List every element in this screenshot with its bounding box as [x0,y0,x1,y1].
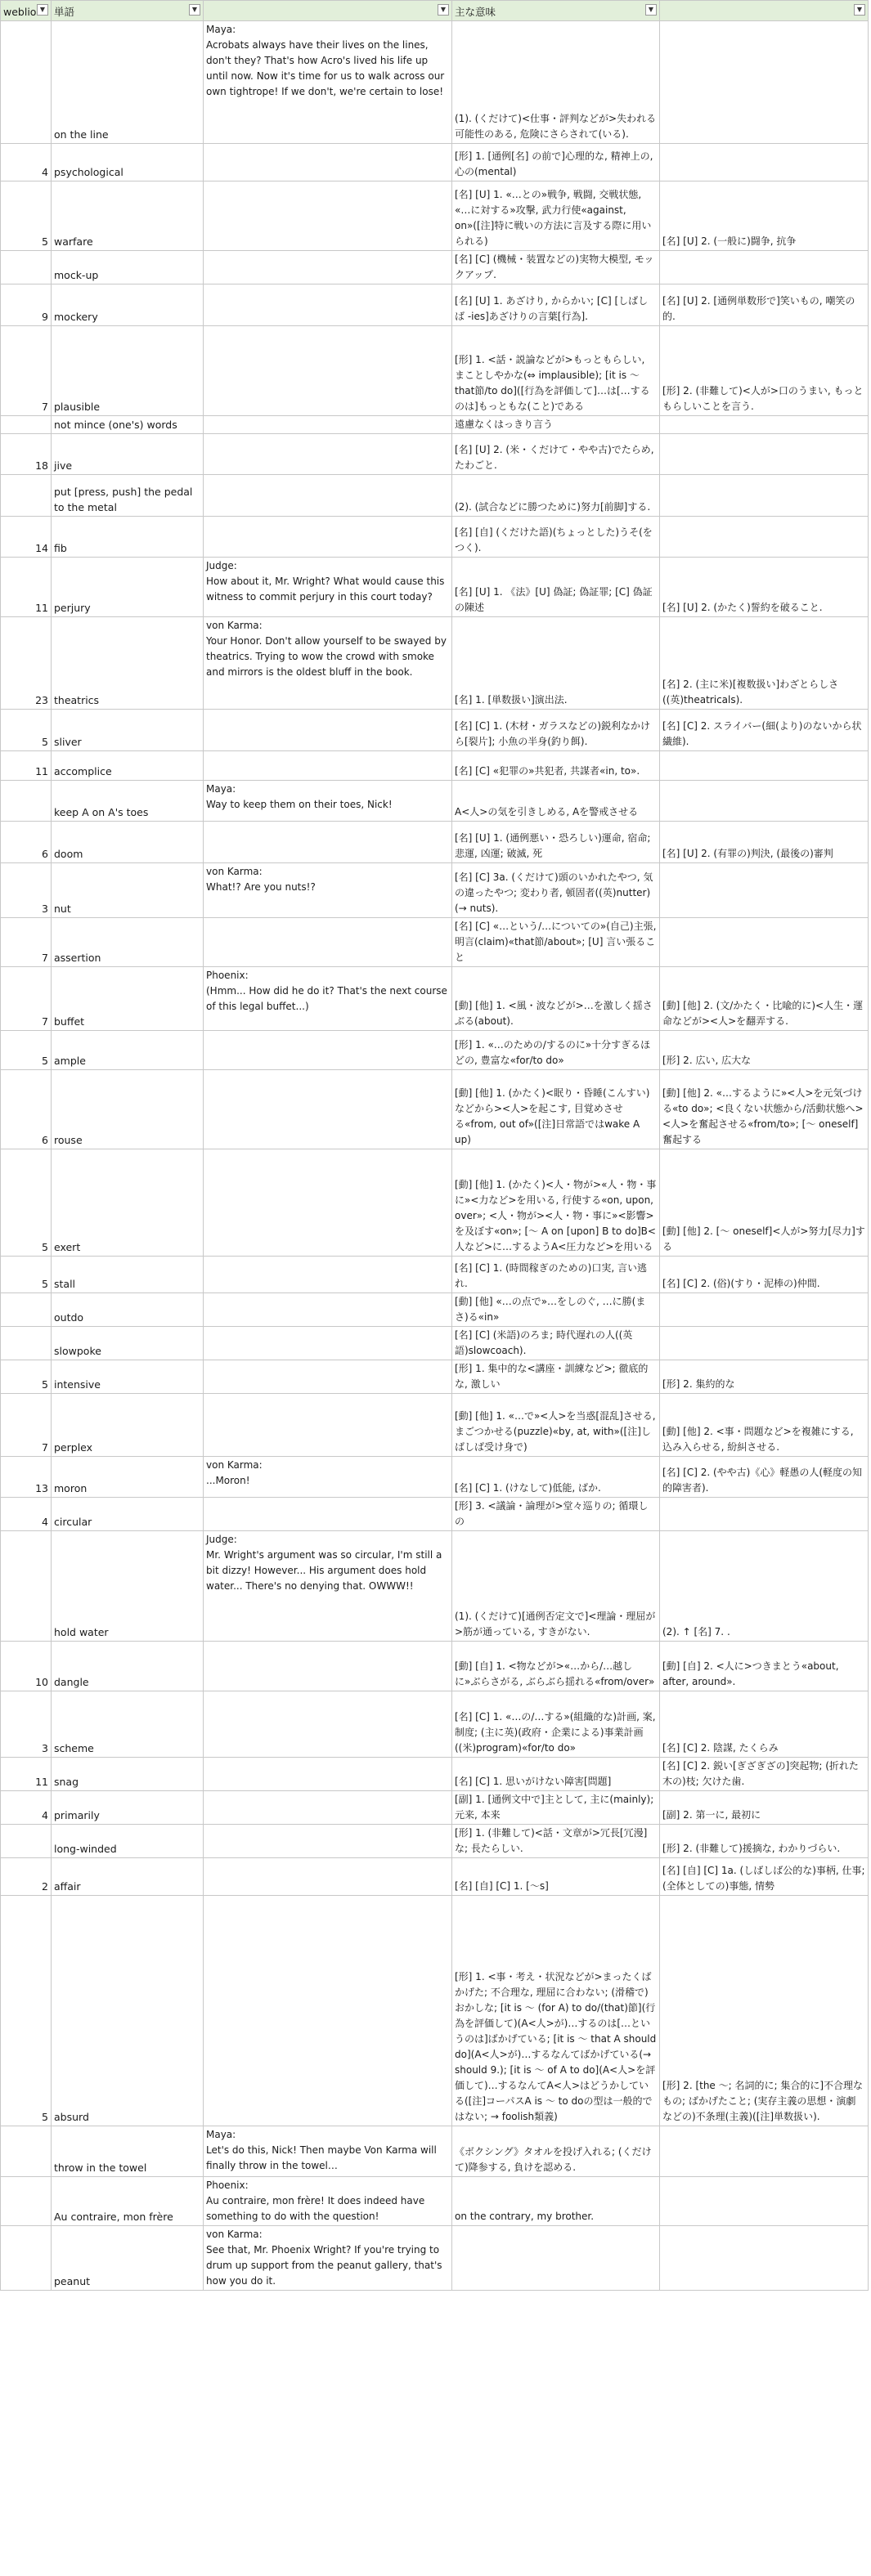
meaning-cell[interactable]: [形] 1. [通例[名] の前で]心理的な, 精神上の, 心の(mental) [452,144,660,181]
dialogue-cell[interactable] [204,1149,452,1257]
meaning-cell[interactable]: (1). (くだけて)<仕事・評判などが>失われる可能性のある, 危険にさらされて(いる). [452,21,660,144]
word-cell[interactable]: plausible [52,326,204,416]
meaning-cell[interactable]: [形] 1. 集中的な<講座・訓練など>; 徹底的な, 激しい [452,1360,660,1394]
meaning2-cell[interactable] [660,918,869,967]
table-row [1,1149,869,1257]
meaning-cell[interactable] [452,2226,660,2291]
dialogue-cell[interactable] [204,326,452,416]
meaning-cell[interactable]: [名] [C] «…という/…についての»(自己)主張, 明言(claim)«that節/about»; [U] 言い張ること [452,918,660,967]
dialogue-cell[interactable] [204,1758,452,1791]
table-row [1,251,869,284]
weblio-count-cell[interactable]: 4 [1,1791,52,1825]
filter-dropdown-icon[interactable]: ▼ [438,4,449,16]
table-row [1,2177,869,2226]
dialogue-cell[interactable] [204,1858,452,1896]
word-cell[interactable]: theatrics [52,617,204,710]
table-row [1,2226,869,2291]
weblio-count-cell[interactable]: 5 [1,1896,52,2126]
word-cell[interactable]: hold water [52,1531,204,1642]
dialogue-cell[interactable] [204,1257,452,1293]
word-cell[interactable]: slowpoke [52,1327,204,1360]
weblio-count-cell[interactable]: 23 [1,617,52,710]
meaning2-cell[interactable]: [名] [C] 2. 鋭い[ぎざぎざの]突起物; (折れた木の)枝; 欠けた歯. [660,1758,869,1791]
meaning2-cell[interactable]: [形] 2. (非難して)<人が>口のうまい, もっともらしいことを言う. [660,326,869,416]
meaning2-cell[interactable] [660,751,869,781]
dialogue-cell[interactable] [204,918,452,967]
weblio-count-cell[interactable] [1,21,52,144]
word-cell[interactable]: throw in the towel [52,2126,204,2177]
meaning-cell[interactable]: [名] [C] «犯罪の»共犯者, 共謀者«in, to». [452,751,660,781]
dialogue-cell[interactable] [204,751,452,781]
table-row [1,326,869,416]
weblio-count-cell[interactable]: 18 [1,434,52,475]
meaning2-cell[interactable] [660,1498,869,1531]
word-cell[interactable]: doom [52,822,204,863]
word-cell[interactable]: peanut [52,2226,204,2291]
word-cell[interactable]: nut [52,863,204,918]
dialogue-cell[interactable] [204,1642,452,1691]
meaning-cell[interactable]: [形] 1. (非難して)<話・文章が>冗長[冗漫]な; 長たらしい. [452,1825,660,1858]
table-row [1,1257,869,1293]
word-cell[interactable]: sliver [52,710,204,751]
table-row [1,1293,869,1327]
weblio-count-cell[interactable] [1,251,52,284]
meaning-cell[interactable]: [名] [自] [C] 1. [～s] [452,1858,660,1896]
word-cell[interactable]: jive [52,434,204,475]
dialogue-cell[interactable] [204,1791,452,1825]
dialogue-cell[interactable] [204,284,452,326]
table-row [1,284,869,326]
table-row [1,21,869,144]
meaning2-cell[interactable]: [名] [U] 2. (かたく)誓約を破ること. [660,558,869,617]
meaning-cell[interactable]: [名] [C] (米語)のろま; 時代遅れの人((英語)slowcoach). [452,1327,660,1360]
table-row [1,1394,869,1457]
meaning2-cell[interactable]: [動] [他] 2. [～ oneself]<人が>努力[尽力]する [660,1149,869,1257]
meaning2-cell[interactable] [660,416,869,434]
meaning-cell[interactable]: [動] [他] 1. (かたく)<眠り・昏睡(こんすい)などから><人>を起こす, 目覚めさせる«from, out of»([注]日常語ではwake A up) [452,1070,660,1149]
dialogue-cell[interactable] [204,1825,452,1858]
meaning-cell[interactable]: 遠慮なくはっきり言う [452,416,660,434]
word-cell[interactable]: assertion [52,918,204,967]
word-cell[interactable]: intensive [52,1360,204,1394]
word-cell[interactable]: outdo [52,1293,204,1327]
word-cell[interactable]: fib [52,517,204,558]
meaning2-cell[interactable]: [動] [自] 2. <人に>つきまとう«about, after, around». [660,1642,869,1691]
weblio-count-cell[interactable]: 5 [1,1031,52,1070]
word-cell[interactable]: buffet [52,967,204,1031]
table-row [1,918,869,967]
weblio-count-cell[interactable]: 5 [1,1360,52,1394]
table-row [1,181,869,251]
meaning2-cell[interactable]: [名] [C] 2. (俗)(すり・泥棒の)仲間. [660,1257,869,1293]
header-label: 単語 [54,6,75,18]
meaning-cell[interactable]: [名] [C] (機械・装置などの)実物大模型, モックアップ. [452,251,660,284]
meaning-cell[interactable]: [名] [C] 1. (木材・ガラスなどの)鋭利なかけら[裂片]; 小魚の半身(釣り餌). [452,710,660,751]
meaning2-cell[interactable] [660,434,869,475]
table-row [1,781,869,822]
dialogue-cell[interactable] [204,1896,452,2126]
word-cell[interactable]: not mince (one's) words [52,416,204,434]
header-row [1,1,869,21]
meaning-cell[interactable]: [名] [自] (くだけた語)(ちょっとした)うそ(をつく). [452,517,660,558]
table-row [1,1031,869,1070]
weblio-count-cell[interactable]: 5 [1,1257,52,1293]
dialogue-cell[interactable] [204,822,452,863]
meaning2-cell[interactable]: [名] [U] 2. (有罪の)判決, (最後の)審判 [660,822,869,863]
meaning-cell[interactable]: [動] [自] 1. <物などが>«…から/…越しに»ぶらさがる, ぶらぶら揺れる«from/over» [452,1642,660,1691]
dialogue-cell[interactable]: Maya: Way to keep them on their toes, Nick! [204,781,452,822]
meaning-cell[interactable]: [名] [C] 1. «…の/…する»(組織的な)計画, 案, 制度; (主に英)(政府・企業による)事業計画((米)program)«for/to do» [452,1691,660,1758]
word-cell[interactable]: absurd [52,1896,204,2126]
meaning2-cell[interactable]: [名] [U] 2. (一般に)闘争, 抗争 [660,181,869,251]
word-cell[interactable]: on the line [52,21,204,144]
header-meaning [452,1,660,21]
word-cell[interactable]: affair [52,1858,204,1896]
meaning2-cell[interactable] [660,2126,869,2177]
weblio-count-cell[interactable]: 7 [1,967,52,1031]
meaning2-cell[interactable]: (2). ↑ [名] 7. . [660,1531,869,1642]
header-label: 主な意味 [455,6,496,18]
weblio-count-cell[interactable] [1,1293,52,1327]
word-cell[interactable]: exert [52,1149,204,1257]
table-row [1,1758,869,1791]
dialogue-cell[interactable] [204,1394,452,1457]
meaning-cell[interactable]: (1). (くだけて)[通例否定文で]<理論・理屈が>筋が通っている, すきがない. [452,1531,660,1642]
weblio-count-cell[interactable]: 7 [1,918,52,967]
table-row [1,710,869,751]
weblio-count-cell[interactable]: 4 [1,144,52,181]
meaning2-cell[interactable]: [動] [他] 2. <事・問題など>を複雑にする, 込み入らせる, 紛糾させる. [660,1394,869,1457]
weblio-count-cell[interactable] [1,1531,52,1642]
meaning2-cell[interactable] [660,1327,869,1360]
dialogue-cell[interactable]: von Karma: Your Honor. Don't allow yourself to be swayed by theatrics. Trying to wow the crowd with smoke and mirrors is the oldest bluff in the book. [204,617,452,710]
meaning-cell[interactable]: [名] [U] 1. 《法》[U] 偽証; 偽証罪; [C] 偽証の陳述 [452,558,660,617]
weblio-count-cell[interactable] [1,416,52,434]
dialogue-cell[interactable] [204,1327,452,1360]
meaning-cell[interactable]: [形] 1. <事・考え・状況などが>まったくばかげた; 不合理な, 理屈に合わない; (滑稽で)おかしな; [it is ～ (for A) to do/(that)節](行為を評価して)(A<人>が)…するのは[…というのは]ばかげている; [it is ～ that A should do](A<人>が)…するなんてばかげている(→ should 9.); [it is ～ of A to do](A<人>を評価して)…するなんてA<人>はどうかしている([注]コーパスA is ～ to doの型は一般的ではない; → foolish類義) [452,1896,660,2126]
meaning2-cell[interactable]: [形] 2. [the ～; 名詞的に; 集合的に]不合理なもの; ばかげたこと; (実存主義の思想・演劇などの)不条理(主義)([注]単数扱い). [660,1896,869,2126]
weblio-count-cell[interactable]: 11 [1,751,52,781]
table-row [1,1498,869,1531]
weblio-count-cell[interactable]: 3 [1,863,52,918]
meaning2-cell[interactable] [660,144,869,181]
meaning-cell[interactable]: [名] [C] 1. (けなして)低能, ばか. [452,1457,660,1498]
table-body [1,21,869,2291]
word-cell[interactable]: moron [52,1457,204,1498]
meaning-cell[interactable]: (2). (試合などに勝つために)努力[前脚]する. [452,475,660,517]
meaning-cell[interactable]: [動] [他] «…の点で»…をしのぐ, …に勝(まさ)る«in» [452,1293,660,1327]
meaning-cell[interactable]: [形] 1. <話・説論などが>もっともらしい, まことしやかな(⇔ implausible); [it is ～ that節/to do]([行為を評価して]…は[…するのは]もっともな(こと)である [452,326,660,416]
meaning-cell[interactable]: [形] 3. <議論・論理が>堂々巡りの; 循環しの [452,1498,660,1531]
word-cell[interactable]: snag [52,1758,204,1791]
weblio-count-cell[interactable] [1,2177,52,2226]
weblio-count-cell[interactable] [1,1825,52,1858]
meaning2-cell[interactable]: [名] 2. (主に米)[複数扱い]わざとらしさ((英)theatricals). [660,617,869,710]
meaning-cell[interactable]: [動] [他] 1. «…で»<人>を当惑[混乱]させる, まごつかせる(puzzle)«by, at, with»([注]しばしば受け身で) [452,1394,660,1457]
table-row [1,1327,869,1360]
meaning-cell[interactable]: [形] 1. «…のための/するのに»十分すぎるほどの, 豊富な«for/to do» [452,1031,660,1070]
meaning-cell[interactable]: [名] [U] 1. (通例悪い・恐ろしい)運命, 宿命; 悲運, 凶運; 破滅, 死 [452,822,660,863]
word-cell[interactable]: accomplice [52,751,204,781]
dialogue-cell[interactable]: Judge: How about it, Mr. Wright? What would cause this witness to commit perjury in this court today? [204,558,452,617]
weblio-count-cell[interactable]: 5 [1,1149,52,1257]
weblio-count-cell[interactable]: 11 [1,1758,52,1791]
meaning2-cell[interactable]: [名] [C] 2. スライバー(細(より)のないから状繊維). [660,710,869,751]
table-row [1,1070,869,1149]
table-row [1,517,869,558]
weblio-count-cell[interactable] [1,475,52,517]
word-cell[interactable]: perjury [52,558,204,617]
word-cell[interactable]: primarily [52,1791,204,1825]
meaning-cell[interactable]: [名] [U] 2. (米・くだけて・やや古)でたらめ, たわごと. [452,434,660,475]
word-cell[interactable]: mock-up [52,251,204,284]
table-row [1,144,869,181]
word-cell[interactable]: rouse [52,1070,204,1149]
weblio-count-cell[interactable]: 14 [1,517,52,558]
dialogue-cell[interactable] [204,1360,452,1394]
table-row [1,1825,869,1858]
meaning-cell[interactable]: [名] [C] 1. (時間稼ぎのための)口実, 言い逃れ. [452,1257,660,1293]
table-row [1,1531,869,1642]
dialogue-cell[interactable] [204,434,452,475]
weblio-count-cell[interactable]: 5 [1,710,52,751]
word-cell[interactable]: Au contraire, mon frère [52,2177,204,2226]
word-cell[interactable]: circular [52,1498,204,1531]
meaning-cell[interactable]: on the contrary, my brother. [452,2177,660,2226]
dialogue-cell[interactable] [204,1691,452,1758]
meaning2-cell[interactable]: [名] [自] [C] 1a. (しばしば公的な)事柄, 仕事; (全体としての)事態, 情勢 [660,1858,869,1896]
table-row [1,822,869,863]
dialogue-cell[interactable]: Judge: Mr. Wright's argument was so circular, I'm still a bit dizzy! However... His argument does hold water... There's no denying that. OWWW!! [204,1531,452,1642]
table-row [1,1642,869,1691]
meaning2-cell[interactable] [660,517,869,558]
table-row [1,863,869,918]
filter-dropdown-icon[interactable]: ▼ [854,4,865,16]
header-word [52,1,204,21]
word-cell[interactable]: perplex [52,1394,204,1457]
meaning2-cell[interactable] [660,2226,869,2291]
table-row [1,1858,869,1896]
weblio-count-cell[interactable] [1,781,52,822]
dialogue-cell[interactable]: Phoenix: Au contraire, mon frère! It does indeed have something to do with the question! [204,2177,452,2226]
meaning-cell[interactable]: [名] [U] 1. «…との»戦争, 戦闘, 交戦状態, «…に対する»攻撃, 武力行使«against, on»([注]特に戦いの方法に言及する際に用いられる) [452,181,660,251]
table-row [1,558,869,617]
weblio-count-cell[interactable]: 6 [1,1070,52,1149]
dialogue-cell[interactable]: von Karma: See that, Mr. Phoenix Wright? If you're trying to drum up support from the peanut gallery, that's how you do it. [204,2226,452,2291]
dialogue-cell[interactable] [204,1293,452,1327]
dialogue-cell[interactable]: Maya: Let's do this, Nick! Then maybe Von Karma will finally throw in the towel… [204,2126,452,2177]
meaning2-cell[interactable]: [動] [他] 2. (文/かたく・比喩的に)<人生・運命などが><人>を翻弄する. [660,967,869,1031]
weblio-count-cell[interactable]: 2 [1,1858,52,1896]
table-row [1,475,869,517]
filter-dropdown-icon[interactable]: ▼ [37,4,48,16]
meaning2-cell[interactable]: [形] 2. 集約的な [660,1360,869,1394]
weblio-count-cell[interactable]: 7 [1,326,52,416]
dialogue-cell[interactable] [204,1031,452,1070]
meaning2-cell[interactable] [660,781,869,822]
meaning2-cell[interactable]: [形] 2. 広い, 広大な [660,1031,869,1070]
meaning-cell[interactable]: [副] 1. [通例文中で]主として, 主に(mainly); 元来, 本来 [452,1791,660,1825]
weblio-count-cell[interactable]: 5 [1,181,52,251]
word-cell[interactable]: keep A on A's toes [52,781,204,822]
weblio-count-cell[interactable]: 13 [1,1457,52,1498]
word-cell[interactable]: ample [52,1031,204,1070]
meaning2-cell[interactable]: [名] [U] 2. [通例単数形で]笑いもの, 嘲笑の的. [660,284,869,326]
weblio-count-cell[interactable]: 7 [1,1394,52,1457]
table-row [1,751,869,781]
table-row [1,1896,869,2126]
dialogue-cell[interactable] [204,181,452,251]
filter-dropdown-icon[interactable]: ▼ [189,4,200,16]
table-row [1,1457,869,1498]
meaning-cell[interactable]: 《ボクシング》タオルを投げ入れる; (くだけて)降参する, 負けを認める. [452,2126,660,2177]
weblio-count-cell[interactable]: 11 [1,558,52,617]
meaning-cell[interactable]: [名] 1. [単数扱い]演出法. [452,617,660,710]
filter-dropdown-icon[interactable]: ▼ [645,4,657,16]
weblio-count-cell[interactable]: 6 [1,822,52,863]
meaning2-cell[interactable] [660,863,869,918]
dialogue-cell[interactable] [204,710,452,751]
meaning-cell[interactable]: A<人>の気を引きしめる, Aを警戒させる [452,781,660,822]
dialogue-cell[interactable] [204,416,452,434]
dialogue-cell[interactable]: von Karma: ...Moron! [204,1457,452,1498]
table-row [1,617,869,710]
weblio-count-cell[interactable] [1,2226,52,2291]
word-cell[interactable]: put [press, push] the pedal to the metal [52,475,204,517]
header-weblio [1,1,52,21]
weblio-count-cell[interactable] [1,2126,52,2177]
weblio-count-cell[interactable] [1,1327,52,1360]
meaning2-cell[interactable] [660,475,869,517]
word-cell[interactable]: long-winded [52,1825,204,1858]
word-cell[interactable]: scheme [52,1691,204,1758]
meaning2-cell[interactable]: [形] 2. (非難して)援摘な, わかりづらい. [660,1825,869,1858]
dialogue-cell[interactable] [204,1498,452,1531]
weblio-count-cell[interactable]: 3 [1,1691,52,1758]
header-label: weblio [3,6,37,18]
meaning2-cell[interactable]: [名] [C] 2. 陰謀, たくらみ [660,1691,869,1758]
header-dialogue [204,1,452,21]
weblio-count-cell[interactable]: 9 [1,284,52,326]
dialogue-cell[interactable] [204,1070,452,1149]
meaning-cell[interactable]: [名] [U] 1. あざけり, からかい; [C] [しばしば -ies]あざけりの言葉[行為]. [452,284,660,326]
header-meaning-2 [660,1,869,21]
word-cell[interactable]: dangle [52,1642,204,1691]
word-cell[interactable]: mockery [52,284,204,326]
meaning2-cell[interactable] [660,1293,869,1327]
dialogue-cell[interactable]: von Karma: What!? Are you nuts!? [204,863,452,918]
word-cell[interactable]: warfare [52,181,204,251]
table-row [1,434,869,475]
meaning-cell[interactable]: [名] [C] 3a. (くだけて)頭のいかれたやつ, 気の違ったやつ; 変わり者, 頓固者((英)nutter)(→ nuts). [452,863,660,918]
meaning2-cell[interactable] [660,2177,869,2226]
table-row [1,1791,869,1825]
meaning2-cell[interactable]: [動] [他] 2. «…するように»<人>を元気づける«to do»; <良くない状態から/活動状態へ><人>を奮起させる«from/to»; [～ oneself]奮起する [660,1070,869,1149]
meaning2-cell[interactable]: [名] [C] 2. (やや古)《心》軽愚の人(軽度の知的障害者). [660,1457,869,1498]
table-row [1,2126,869,2177]
meaning-cell[interactable]: [名] [C] 1. 思いがけない障害[問題] [452,1758,660,1791]
dialogue-cell[interactable]: Maya: Acrobats always have their lives on the lines, don't they? That's how Acro's lived his life up until now. Now it's time for us to walk across our own tightrope! If we don't, we're certain to lose! [204,21,452,144]
meaning-cell[interactable]: [動] [他] 1. <風・波などが>…を激しく揺さぶる(about). [452,967,660,1031]
meaning2-cell[interactable] [660,251,869,284]
dialogue-cell[interactable]: Phoenix: (Hmm... How did he do it? That's the next course of this legal buffet...) [204,967,452,1031]
table-row [1,1691,869,1758]
weblio-count-cell[interactable]: 10 [1,1642,52,1691]
dialogue-cell[interactable] [204,517,452,558]
table-row [1,967,869,1031]
meaning2-cell[interactable] [660,21,869,144]
dialogue-cell[interactable] [204,251,452,284]
word-cell[interactable]: stall [52,1257,204,1293]
meaning-cell[interactable]: [動] [他] 1. (かたく)<人・物が>«人・物・事に»<力など>を用いる, 行使する«on, upon, over»; <人・物が><人・物・事に»<影響>を及ぼす«on»; [～ A on [upon] B to do]B<人など>に…するようA<圧力など>を用いる [452,1149,660,1257]
dialogue-cell[interactable] [204,475,452,517]
meaning2-cell[interactable]: [副] 2. 第一に, 最初に [660,1791,869,1825]
table-row [1,1360,869,1394]
table-row [1,416,869,434]
dialogue-cell[interactable] [204,144,452,181]
weblio-count-cell[interactable]: 4 [1,1498,52,1531]
word-cell[interactable]: psychological [52,144,204,181]
